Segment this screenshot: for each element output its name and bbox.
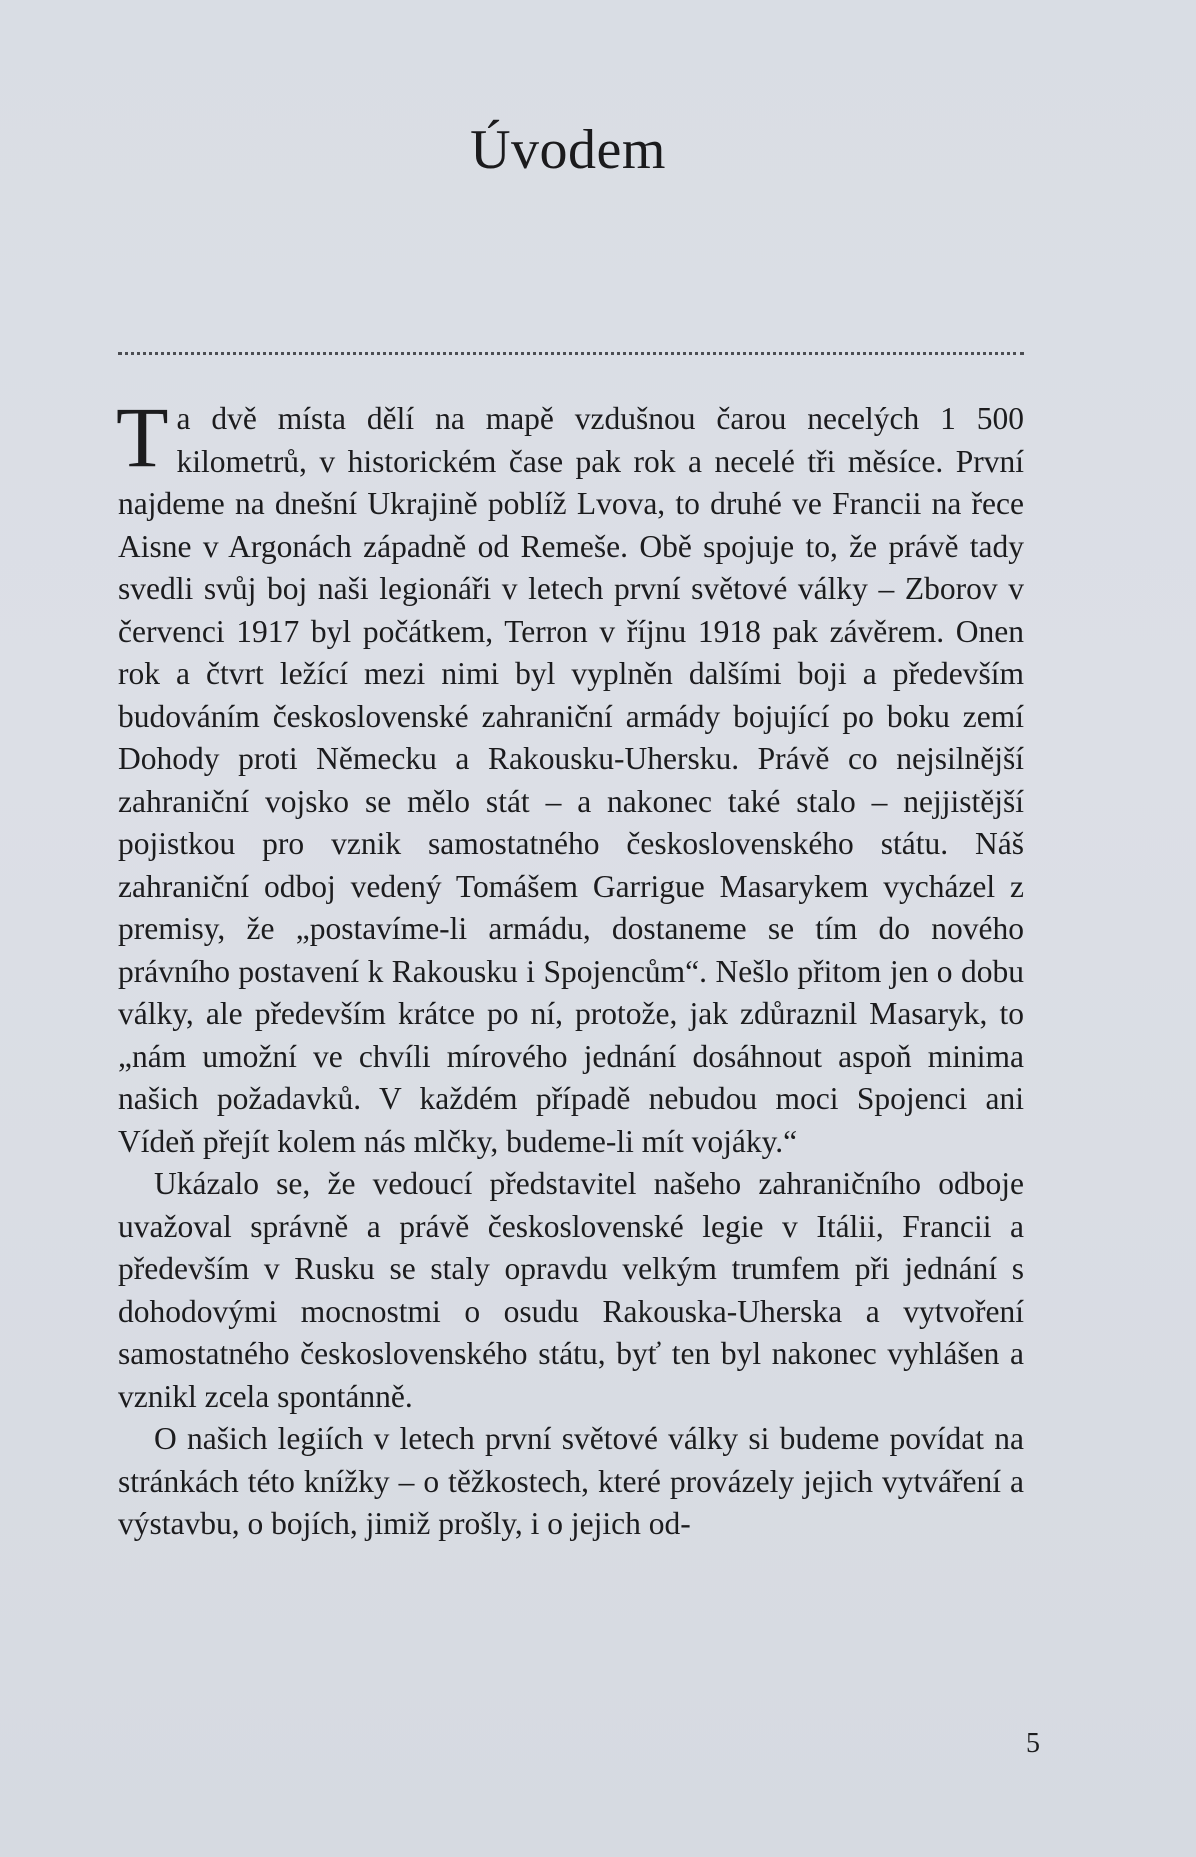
dotted-divider: [118, 352, 1024, 355]
drop-cap: T: [116, 389, 169, 485]
chapter-title: Úvodem: [470, 119, 666, 181]
page-number: 5: [1026, 1728, 1040, 1759]
chapter-body: [116, 389, 1024, 1546]
paragraph-3: O našich legiích v letech první světové války si budeme povídat na stránkách této knížky – o těžkostech, které provázely jejich vytváření a výstavbu, o bojích, jimiž prošly, i o jejich od-: [118, 1421, 1024, 1541]
paragraph-1: [116, 389, 1024, 1163]
paragraph-1-text: a dvě místa dělí na mapě vzdušnou čarou necelých 1 500 kilometrů, v historickém čase pak rok a necelé tři měsíce. První najdeme na dnešní Ukrajině poblíž Lvova, to druhé ve Francii na řece Aisne v Argonách západně od Remeše. Obě spojuje to, že právě tady svedli svůj boj naši legionáři v letech první světové války – Zborov v červenci 1917 byl počátkem, Terron v říjnu 1918 pak závěrem. Onen rok a čtvrt ležící mezi nimi byl vyplněn dalšími boji a především budováním československé zahraniční armády bojující po boku zemí Dohody proti Německu a Rakousku-Uhersku. Právě co nejsilnější zahraniční vojsko se mělo stát – a nakonec také stalo – nejjistější pojistkou pro vznik samostatného československého státu. Náš zahraniční odboj vedený Tomášem Garrigue Masarykem vycházel z premisy, že „postavíme-li armádu, dostaneme se tím do nového právního postavení k Rakousku i Spojencům“. Nešlo přitom jen o dobu války, ale především krátce po ní, protože, jak zdůraznil Masaryk, to „nám umožní ve chvíli mírového jednání dosáhnout aspoň minima našich požadavků. V každém případě nebudou moci Spojenci ani Vídeň přejít kolem nás mlčky, budeme-li mít vojáky.“: [118, 401, 1024, 1159]
paragraph-2: Ukázalo se, že vedoucí představitel našeho zahraničního odboje uvažoval správně a právě československé legie v Itálii, Francii a především v Rusku se staly opravdu velkým trumfem při jednání s dohodovými mocnostmi o osudu Rakouska-Uherska a vytvoření samostatného československého státu, byť ten byl nakonec vyhlášen a vznikl zcela spontánně.: [118, 1166, 1024, 1414]
